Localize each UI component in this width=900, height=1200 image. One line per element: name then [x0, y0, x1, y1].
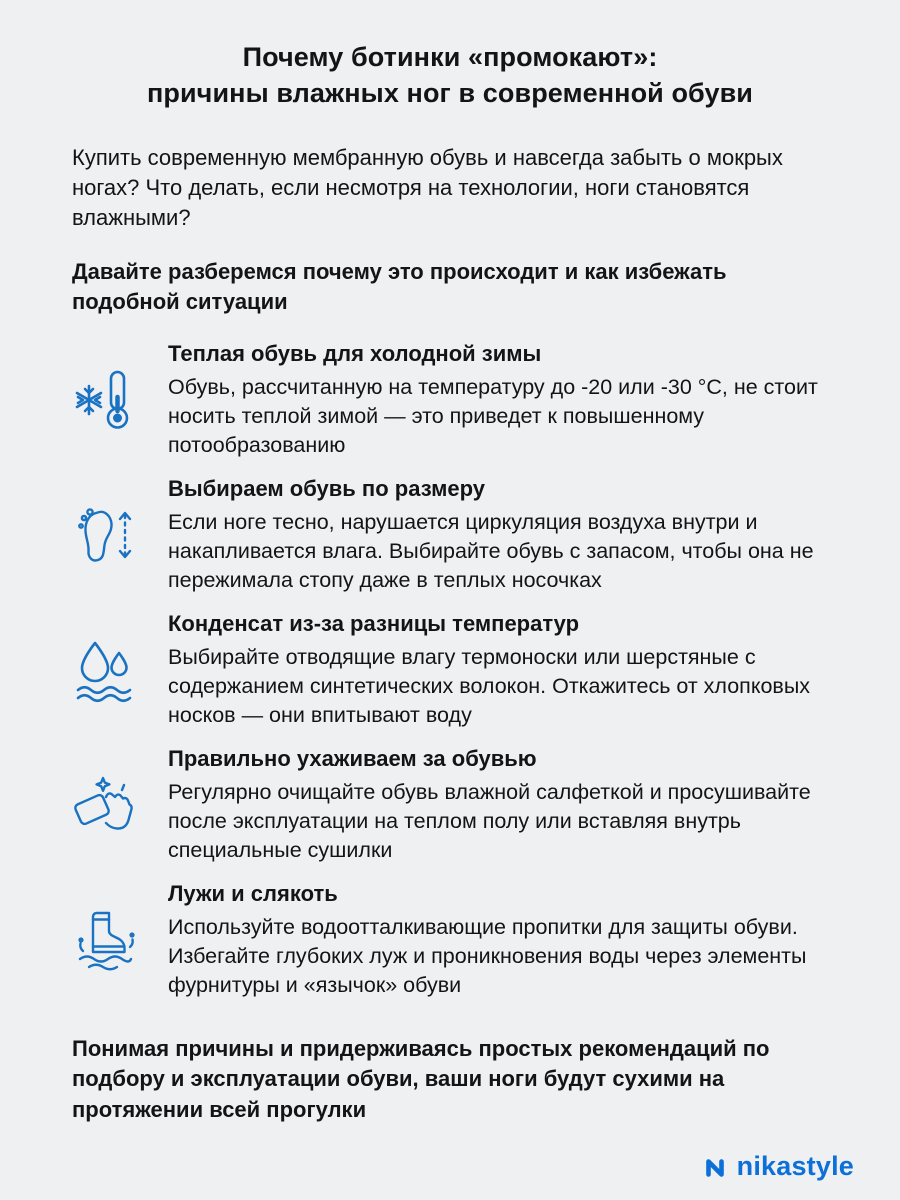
section-title: Теплая обувь для холодной зимы: [168, 340, 542, 366]
section-title: Правильно ухаживаем за обувью: [168, 745, 537, 771]
list-item: [72, 881, 828, 1000]
page-title: [72, 40, 828, 111]
intro-paragraph: Купить современную мембранную обувь и навсегда забыть о мокрых ногах? Что делать, если несмотря на технологии, ноги становятся влажными?: [72, 145, 783, 231]
list-item: [72, 341, 828, 460]
nikastyle-logo-icon: [702, 1153, 730, 1181]
foot-measure-icon: [72, 502, 138, 568]
section-text: Регулярно очищайте обувь влажной салфеткой и просушивайте после эксплуатации на теплом полу или вставляя внутрь специальные сушилки: [168, 779, 811, 862]
section-text: Выбирайте отводящие влагу термоноски или шерстяные с содержанием синтетических волокон. Откажитесь от хлопковых носков — они впитывают воду: [168, 644, 811, 727]
list-item: [72, 476, 828, 595]
section-text: Если ноге тесно, нарушается циркуляция воздуха внутри и накапливается влага. Выбирайте обувь с запасом, чтобы она не пережимала стопу даже в теплых носочках: [168, 509, 814, 592]
shoe-care-icon: [72, 772, 138, 838]
list-item: [72, 746, 828, 865]
tips-list: [72, 341, 828, 1000]
section-title: Лужи и слякоть: [168, 880, 338, 906]
snowflake-thermometer-icon: [72, 367, 138, 433]
section-title: Конденсат из-за разницы температур: [168, 610, 580, 636]
brand-footer: [702, 1151, 854, 1182]
section-text: Обувь, рассчитанную на температуру до -20 или -30 °С, не стоит носить теплой зимой — это приведет к повышенному потообразованию: [168, 374, 818, 457]
lead-paragraph: Давайте разберемся почему это происходит и как избежать подобной ситуации: [72, 258, 727, 314]
section-text: Используйте водоотталкивающие пропитки для защиты обуви. Избегайте глубоких луж и проникновения воды через элементы фурнитуры и «язычок» обуви: [168, 914, 807, 997]
brand-name: nikastyle: [736, 1151, 854, 1181]
conclusion-paragraph: Понимая причины и придерживаясь простых рекомендаций по подбору и эксплуатации обуви, ваши ноги будут сухими на протяжении всей прогулки: [72, 1036, 770, 1122]
puddle-boot-icon: [72, 907, 138, 973]
page-title-line2: причины влажных ног в современной обуви: [146, 77, 753, 108]
list-item: [72, 611, 828, 730]
water-drops-icon: [72, 637, 138, 703]
page-title-line1: Почему ботинки «промокают»:: [242, 42, 658, 72]
section-title: Выбираем обувь по размеру: [168, 475, 485, 501]
